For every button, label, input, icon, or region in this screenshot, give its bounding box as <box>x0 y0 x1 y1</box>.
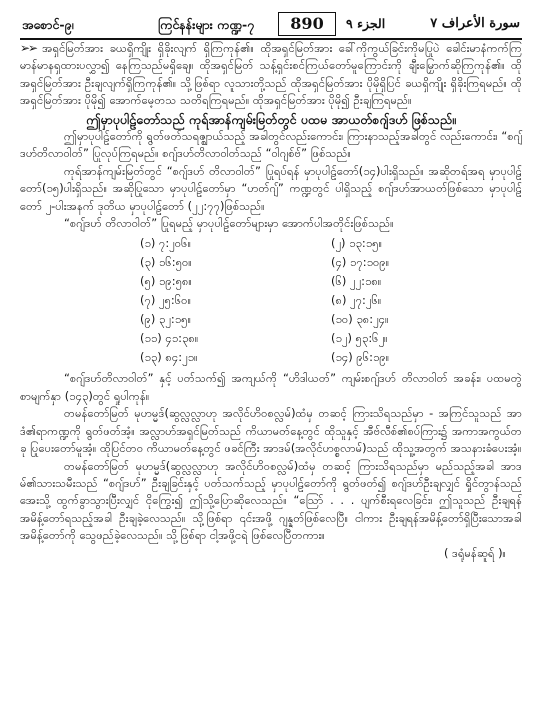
verse-reference: (၃) ၁၆:၅၀။ <box>140 255 192 270</box>
verse-reference: (၄) ၁၇:၁၀၉။ <box>331 255 390 270</box>
sura-label: سورة الأعراف ٧ <box>430 16 520 31</box>
section-title: ဤမှာပုပါဠ်တော်သည် ကုရ်အာန်ကျမ်းမြတ်တွင် ပထမ အာယတ်စဂျ်ဒဟ် ဖြစ်သည်။ <box>86 111 456 127</box>
paragraph: ကုရ်အာန်ကျမ်းမြတ်တွင် “စဂျ်ဒဟ် တိလာဝါတ်” ပြုရပ်ရန် မှာပုပါဠ်တော်(၁၄)ပါးရှိသည်။ အဆိုတရ်အရ မှာပုပါဠ်တော်(၁၅)ပါးရှိသည်။ အဆိုပြုသော မှာပုပါဠ်တော်မှာ “ဟတ်ဂျ်” ကဏ္ဍတွင် ပါရှိသည့် စဂျ်ဒဟ်အာယတ်ဖြစ်သော မှာပုပါဠ်တော် ၂-ပါးအနက် ဒုတိယ မှာပုပါဠ်တော် (၂၂:၇၇)ဖြစ်သည်။ <box>20 163 522 213</box>
verse-reference: (၁) ၇:၂၀၆။ <box>140 236 192 251</box>
verse-reference: (၅) ၁၉:၅၈။ <box>140 274 192 289</box>
verse-reference-list <box>20 234 522 366</box>
verse-reference: (၁၂) ၅၃:၆၂။ <box>331 331 388 346</box>
paragraph: “စဂျ်ဒဟ် တိလာဝါတ်” ပြုရမည့် မှာပုပါဠ်တော်များမှာ အောက်ပါအတိုင်းဖြစ်သည်။ <box>64 216 394 231</box>
paragraph: “စဂျ်ဒဟ်တိလာဝါတ်” နှင့် ပတ်သက်၍ အကျယ်ကို “ဟိဒါယတ်” ကျမ်းစဂျ်ဒဟ် တိလာဝါတ် အခန်း၊ ပထမတွဲ စာမျက်နှာ (၁၄၃)တွင် ရှုပါကုန်။ <box>20 371 522 403</box>
intro-text: အရှင်မြတ်အား ခယရှိကျိုး ရှိခိုးလျက် ရှိကြကုန်၏။ ထိုအရှင်မြတ်အား ခေါ်ကိုကွယ်ခြင်းကိုမပြုပဲ ခေါင်းမာနံကက်ကြ မာန်မာနရှထားပလွှာ၍ နေကြသည်မရှိချေ။ ထိုအရှင်မြတ် သန့်ရှင်းစင်ကြယ်တော်မူကြောင်းကို ချီးမြှောက်ဆိုကြကုန်၏။ ထိုအရှင်မြတ်အား ဦးချလျက်ရှိကြကုန်၏။ သို့ဖြစ်ရာ လူသားတို့သည် ထိုအရှင်မြတ်အား ပိုမိုရှိပြင် ခယရှိကျိုး ရှိခိုးကြရမည်။ ထိုအရှင်မြတ်အား ပိုမို၍ အောက်မေ့တသ သတိရကြရမည်။ ထိုအရှင်မြတ်အား ပိုမို၍ ဦးချကြရမည်။ <box>20 41 522 108</box>
verse-reference: (၆) ၂၂:၁၈။ <box>331 274 382 289</box>
section-label: ကြင်နန်းများ ကဏ္ဍ-၇ <box>158 17 255 32</box>
issue-label: အစောင်-၉၊ <box>22 17 74 32</box>
paragraph: ဤမှာပုပါဠ်တော်ကို ရွတ်ဖတ်သရဇ္ဈာယ်သည့် အခါတွင်လည်းကောင်း၊ ကြားနာသည့်အခါတွင် လည်းကောင်း၊ “စဂျ်ဒဟ်တိလာဝါတ်” ပြုလုပ်ကြရမည်။ စဂျ်ဒဟ်တိလာဝါတ်သည် “ဝါဂျစ်ဗ်” ဖြစ်သည်။ <box>20 129 522 161</box>
signature: ( ဒရုံမန်ဆူရ် )။ <box>443 545 506 560</box>
verse-reference: (၇) ၂၅:၆၀။ <box>140 293 192 308</box>
verse-reference: (၁၁) ၄၁:၃၈။ <box>140 331 199 346</box>
verse-reference: (၈) ၂၇:၂၆။ <box>331 293 382 308</box>
verse-reference: (၁၃) ၈၄:၂၁။ <box>140 350 198 365</box>
juz-label: الجزء ٩ <box>346 16 386 31</box>
arrow-marker-icon: ➢➢ <box>20 41 37 55</box>
page-number: 890 <box>278 12 336 36</box>
page-header <box>20 10 522 40</box>
paragraph: တမန်တော်မြတ် မုဟမ္မဒ်(ဆွလ္လလ္လာဟု အလိုင်ဟိဝစလ္လမ်)ထံမှ တဆင့် ကြားသိရသည်မှာ မည်သည့်အခါ အာဒမ်၏သားသမီးသည် “စဂျ်ဒဟ်” ဦးချခြင်းနှင့် ပတ်သက်သည့် မှာပုပါဠ်တော်ကို ရွတ်ဖတ်၍ စဂျ်ဒဟ်ဦးချလျှင် ရှိုင်တွာန်သည် အေးသို့ ထွက်ခွာသွားပြီးလျှင် ငိုကြွေး၍ ဤသို့ပြောဆိုလေသည်။ “သြော် . . . ပျက်စီးရလေခြင်း၊ ဤသူသည် ဦးချရန်အမိန့်တော်ရသည့်အခါ ဦးချခဲ့လေသည်။ သို့ဖြစ်ရာ ၎င်းအဖို့ ဂျန္နတ်ဖြစ်လေပြီ။ ငါကား ဦးချရန်အမိန့်တော်ရှိပြီးသောအခါ အမိန့်တော်ကို သွေဖည်ခဲ့လေသည်။ သို့ဖြစ်ရာ ငါ့အဖို့ငရဲ ဖြစ်လေပြီတကား။ <box>20 458 522 543</box>
intro-paragraph <box>20 40 522 110</box>
verse-reference: (၂) ၁၃:၁၅။ <box>331 236 383 251</box>
verse-reference: (၁၀) ၃၈:၂၄။ <box>331 312 389 327</box>
page-body <box>20 40 522 562</box>
verse-reference: (၁၄) ၉၆:၁၉။ <box>331 350 390 365</box>
paragraph: တမန်တော်မြတ် မုဟမ္မဒ်(ဆွလ္လလ္လာဟု အလိုင်ဟိဝစလ္လမ်)ထံမှ တဆင့် ကြားသိရသည်မှာ - အကြင်သူသည် အာဒံ၏ရာကဏ္ဍကို ရွတ်ဖတ်အံ့။ အလ္လာဟ်အရှင်မြတ်သည် ကိယာမတ်နေ့တွင် ထိုသူနှင့် အီဗ်လီစ်၏စပ်ကြား၌ အကာအကွယ်တခု ပြုပေးတော်မူအံ့။ ထိုပြင်တဝ ကိယာမတ်နေ့တွင် ဖခင်ကြီး အာဒမ်(အလိုင်ဟစ္စလာမ်)သည် ထိုသူ့အတွက် အသနားခံပေးအံ့။ <box>20 406 522 456</box>
verse-reference: (၉) ၃၂:၁၅။ <box>140 312 192 327</box>
